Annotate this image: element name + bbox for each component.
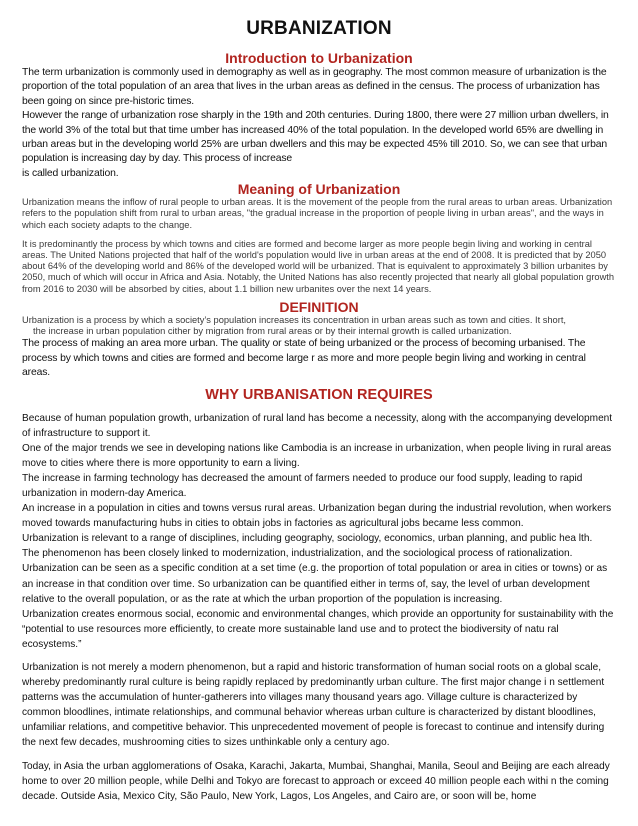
why-heading: WHY URBANISATION REQUIRES [205,386,433,403]
why-paragraph: Urbanization can be seen as a specific condition at a set time (e.g. the proportion of total population or area in cities or towns) or as an increase in that condition over time. So urbanization can be quantified either in terms of, say, the level of urban development relative to the overall population, or as the rate at which the urban proportion of the population is increasing. [22,563,608,605]
definition-paragraph-1a: Urbanization is a process by which a society’s population increases its concentration in urban areas such as town and cities. It short, [22,314,566,325]
why-paragraph: One of the major trends we see in developing nations like Cambodia is an increase in urbanization, when people living in rural areas move to cities where there is more opportunity to earn a living. [22,442,612,469]
why-paragraph: An increase in a population in cities and towns versus rural areas. Urbanization began during the industrial revolution, when workers moved towards manufacturing hubs in cities to obtain jobs in factories as agricultural jobs became less common. [22,503,612,530]
intro-paragraph-2: However the range of urbanization rose sharply in the 19th and 20th centuries. During 1800, there were 27 million urban dwellers, in the world 3% of the total but that time umber has increased 40% of the total population. In the developed world 65% are dwelling in urban areas but in the developing world 25% are urban dwellers and this may be expected 45% till 2010. So, we can see that urban population is increasing day by day. This process of increase [22,110,609,165]
intro-paragraph-1: The term urbanization is commonly used in demography as well as in geography. The most common measure of urbanization is the proportion of the total population of an area that lives in the urban areas as defined in the census. The process of urbanization has been going on since pre-historic times. [22,67,607,107]
definition-paragraph-2: The process of making an area more urban. The quality or state of being urbanized or the process of becoming urbanised. The process by which towns and cities are formed and become large r as more and more people begin living and working in central areas. [22,338,586,379]
why-paragraph: Urbanization creates enormous social, economic and environmental changes, which provide an opportunity for sustainability with the “potential to use resources more efficiently, to create more sustainable land use and to protect the biodiversity of natu ral ecosystems.” [22,608,614,650]
definition-heading: DEFINITION [279,298,359,315]
intro-paragraph-3: is called urbanization. [22,167,119,179]
meaning-heading: Meaning of Urbanization [237,181,401,198]
definition-paragraph-1b: the increase in urban population cither by migration from rural areas or by their internal growth is called urbanization. [33,326,512,337]
page-title: URBANIZATION [246,18,392,39]
asia-paragraph: Today, in Asia the urban agglomerations of Osaka, Karachi, Jakarta, Mumbai, Shanghai, Manila, Seoul and Beijing are each already home to over 20 million people, while Delhi and Tokyo are forecast to approach or exceed 40 million people each withi n the coming decade. Outside Asia, Mexico City, São Paulo, New York, Lagos, Los Angeles, and Cairo are, or soon will be, home [22,760,610,802]
why-paragraph: Urbanization is relevant to a range of disciplines, including geography, sociology, economics, urban planning, and public hea lth. [22,533,593,545]
meaning-paragraph-1: Urbanization means the inflow of rural people to urban areas. It is the movement of the people from the rural areas to urban areas. Urbanization refers to the population shift from rural to urban areas, "the gradual increase in the proportion of people living in urban areas", and the ways in which each society adapts to the change. [22,197,613,230]
why-paragraph: The increase in farming technology has decreased the amount of farmers needed to produce our food supply, leading to rapid urbanization in modern-day America. [22,472,583,499]
why-paragraph: The phenomenon has been closely linked to modernization, industrialization, and the sociological process of rationalization. [22,548,573,560]
intro-heading: Introduction to Urbanization [225,50,413,66]
why-paragraph: Because of human population growth, urbanization of rural land has become a necessity, along with the accompanying development of infrastructure to support it. [22,412,613,439]
meaning-paragraph-2: It is predominantly the process by which towns and cities are formed and become larger as more people begin living and working in central areas. The United Nations projected that half of the world's population would live in urban areas at the end of 2008. It is predicted that by 2050 about 64% of the developing world and 86% of the developed world will be urbanized. That is equivalent to approximately 3 billion urbanites by 2050, much of which will occur in Africa and Asia. Notably, the United Nations has also recently projected that nearly all global population growth from 2016 to 2030 will be absorbed by cities, about 1.1 billion new urbanites over the next 14 years. [22,238,615,294]
history-paragraph: Urbanization is not merely a modern phenomenon, but a rapid and historic transformation of human social roots on a global scale, whereby predominantly rural culture is being rapidly replaced by predominantly urban culture. The first major change i n settlement patterns was the accumulation of hunter-gatherers into villages many thousand years ago. Village culture is characterized by common bloodlines, intimate relationships, and communal behavior whereas urban culture is characterized by distant bloodlines, unfamiliar relations, and competitive behavior. This unprecedented movement of people is forecast to continue and intensify during the next few decades, mushrooming cities to sizes unthinkable only a century ago. [22,662,605,749]
